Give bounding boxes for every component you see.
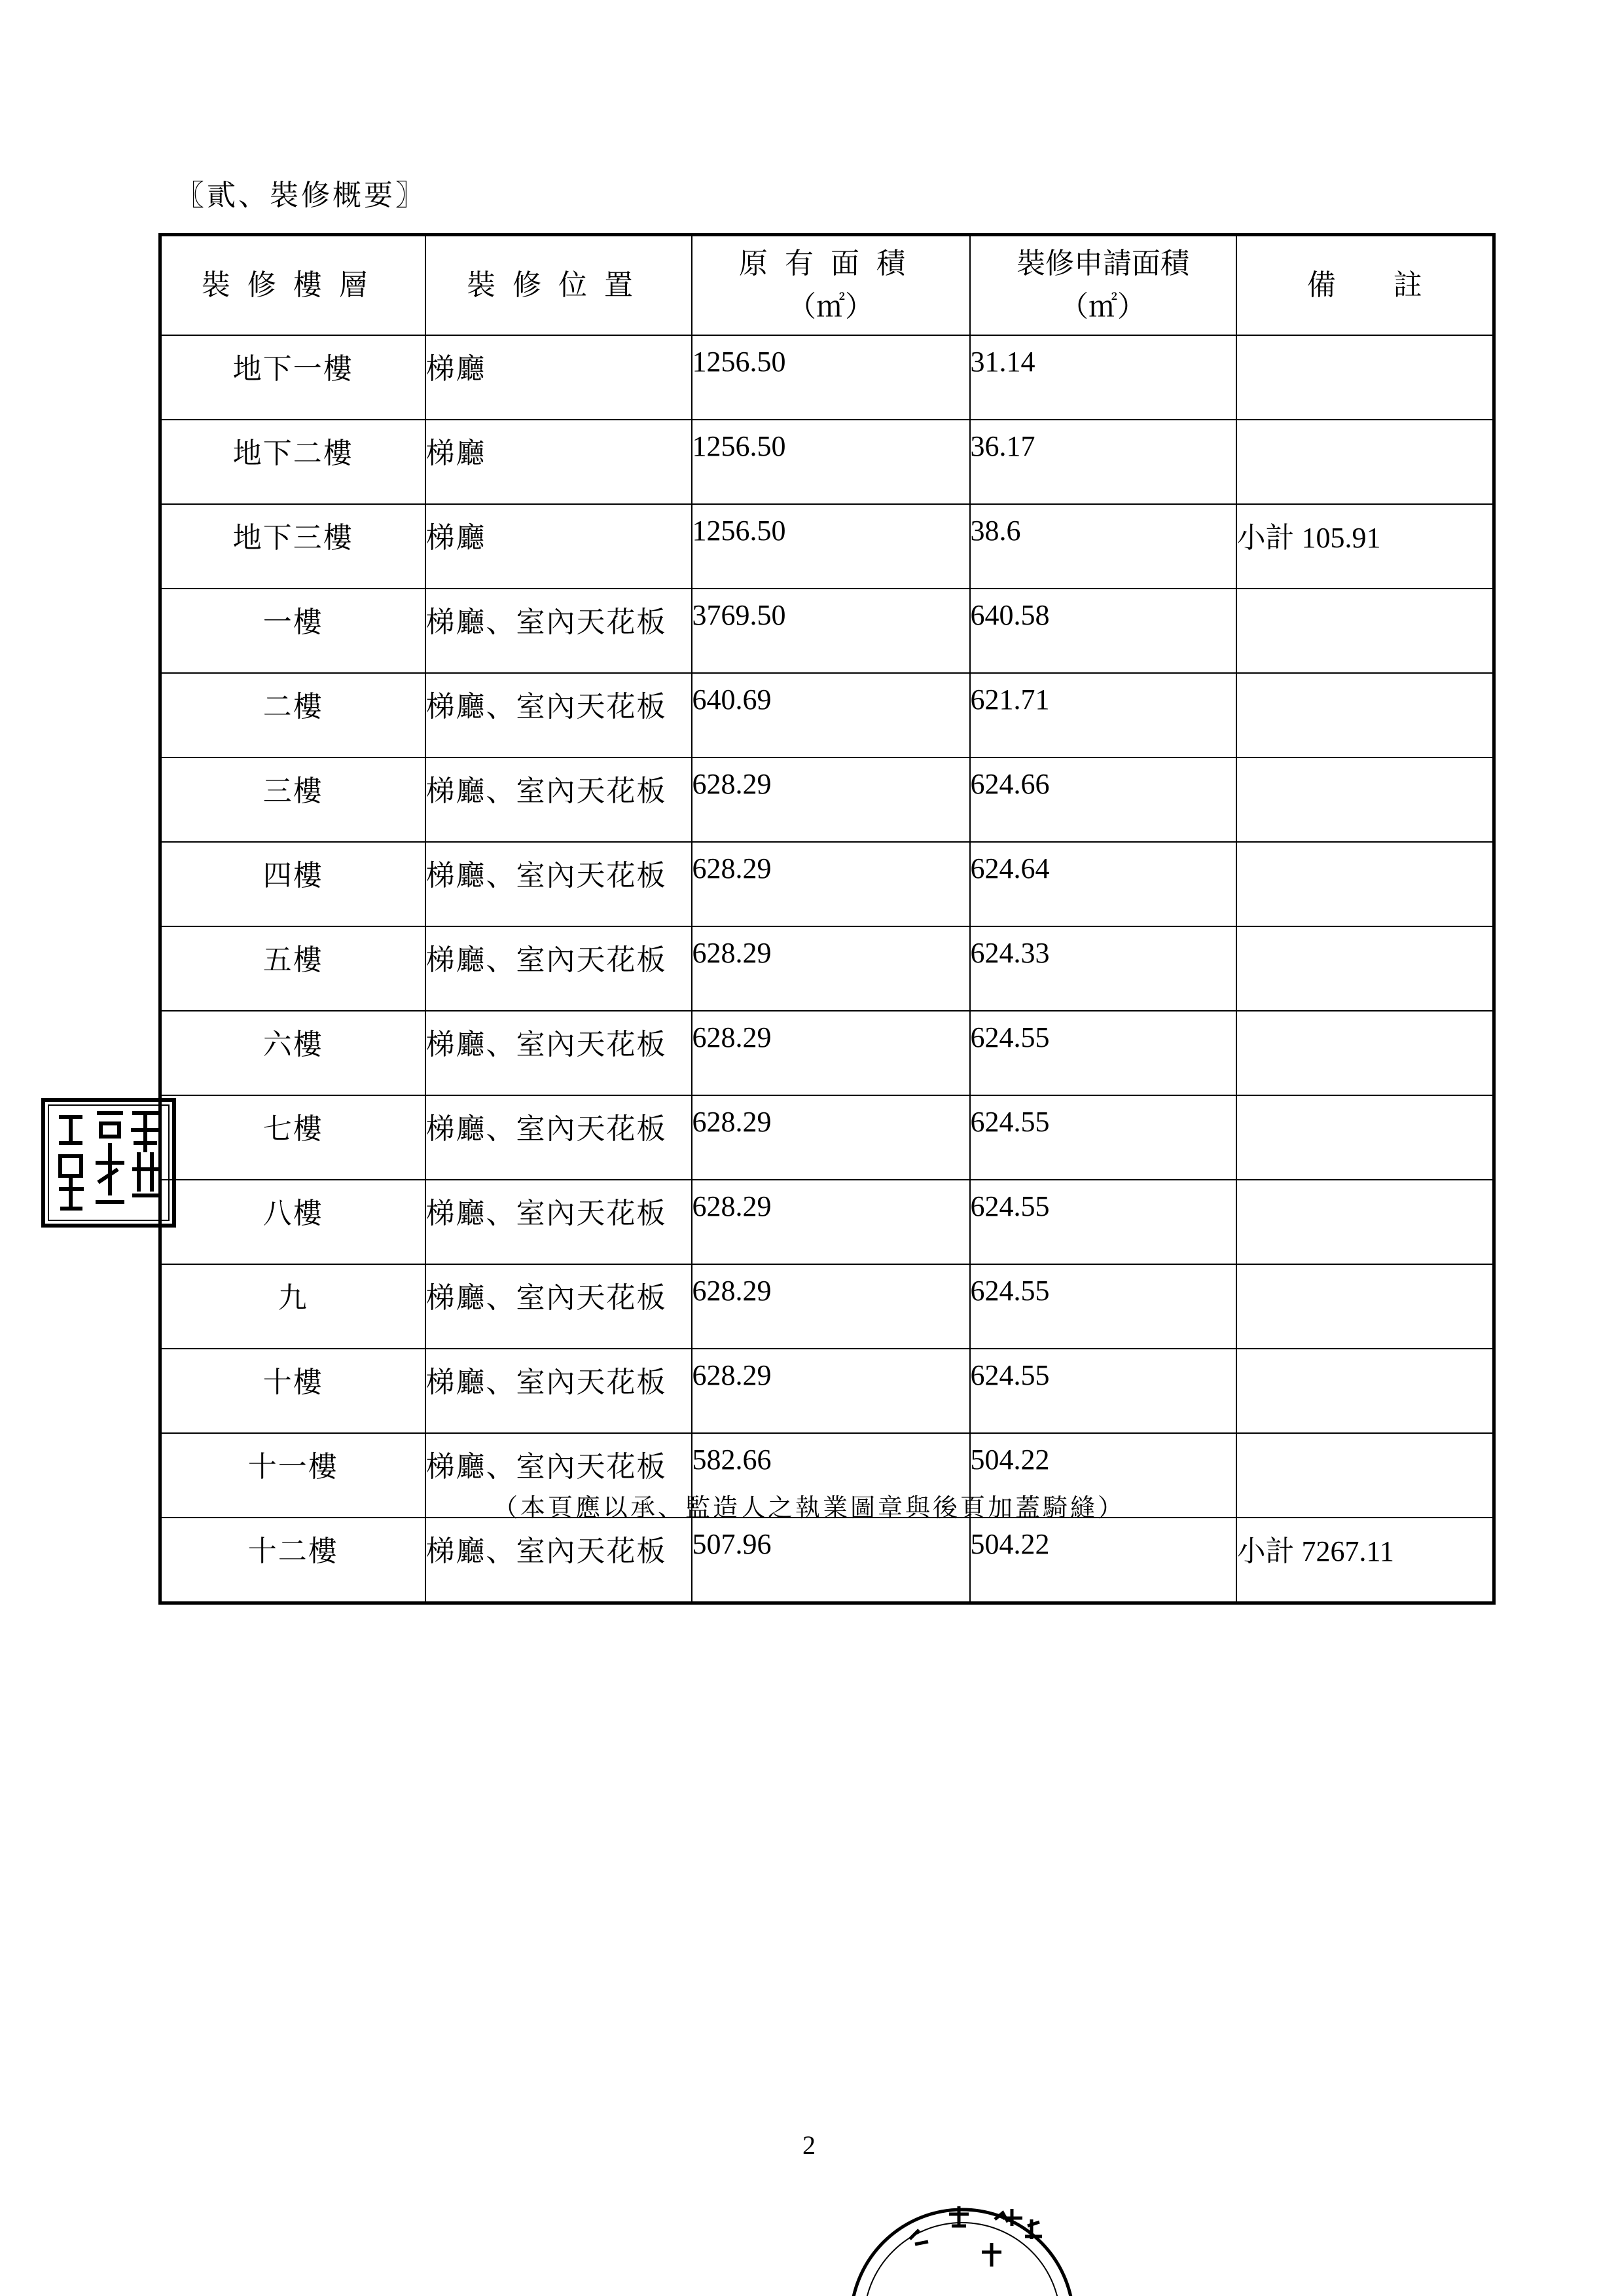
table-row bbox=[160, 1095, 1494, 1180]
header-applied-area-unit: （㎡） bbox=[1060, 290, 1146, 323]
applied-area-cell: 624.55 bbox=[970, 1264, 1236, 1349]
floor-cell: 十樓 bbox=[160, 1349, 425, 1433]
floor-cell: 四樓 bbox=[160, 842, 425, 926]
floor-cell: 地下二樓 bbox=[160, 420, 425, 504]
original-area-cell: 628.29 bbox=[692, 1264, 970, 1349]
location-cell: 梯廳、室內天花板 bbox=[425, 1095, 692, 1180]
table-row bbox=[160, 926, 1494, 1011]
remark-cell bbox=[1236, 1095, 1494, 1180]
table-row bbox=[160, 1264, 1494, 1349]
header-original-area-unit: （㎡） bbox=[787, 290, 874, 323]
location-cell: 梯廳、室內天花板 bbox=[425, 1011, 692, 1095]
remark-cell bbox=[1236, 842, 1494, 926]
remark-cell bbox=[1236, 673, 1494, 757]
city-seal-stamp bbox=[831, 2180, 1080, 2296]
table-row bbox=[160, 335, 1494, 420]
remark-cell bbox=[1236, 1349, 1494, 1433]
applied-area-cell: 624.55 bbox=[970, 1349, 1236, 1433]
section-title: 〖貳、裝修概要〗 bbox=[175, 179, 427, 212]
architect-seal-stamp bbox=[41, 1097, 177, 1228]
floor-cell: 五樓 bbox=[160, 926, 425, 1011]
original-area-cell: 628.29 bbox=[692, 926, 970, 1011]
remark-cell bbox=[1236, 1264, 1494, 1349]
table-row bbox=[160, 420, 1494, 504]
applied-area-cell: 624.64 bbox=[970, 842, 1236, 926]
table-row bbox=[160, 757, 1494, 842]
remark-cell bbox=[1236, 1180, 1494, 1264]
page-number: 2 bbox=[802, 2130, 816, 2160]
header-floor bbox=[160, 235, 425, 336]
header-location bbox=[425, 235, 692, 336]
applied-area-cell: 504.22 bbox=[970, 1518, 1236, 1603]
applied-area-cell: 621.71 bbox=[970, 673, 1236, 757]
applied-area-cell: 624.55 bbox=[970, 1180, 1236, 1264]
remark-cell bbox=[1236, 589, 1494, 673]
applied-area-cell: 640.58 bbox=[970, 589, 1236, 673]
header-remarks bbox=[1236, 235, 1494, 336]
header-original-area-label: 原有面積 bbox=[739, 247, 922, 280]
table-header-row bbox=[160, 235, 1494, 336]
location-cell: 梯廳、室內天花板 bbox=[425, 1264, 692, 1349]
applied-area-cell: 624.55 bbox=[970, 1011, 1236, 1095]
remark-cell bbox=[1236, 1011, 1494, 1095]
remark-cell bbox=[1236, 757, 1494, 842]
remark-cell bbox=[1236, 420, 1494, 504]
remark-cell bbox=[1236, 335, 1494, 420]
location-cell: 梯廳、室內天花板 bbox=[425, 842, 692, 926]
floor-cell: 七樓 bbox=[160, 1095, 425, 1180]
header-floor-label: 裝修樓層 bbox=[201, 268, 385, 302]
floor-cell: 八樓 bbox=[160, 1180, 425, 1264]
header-location-label: 裝修位置 bbox=[467, 268, 650, 302]
original-area-cell: 628.29 bbox=[692, 1180, 970, 1264]
remark-cell: 小計 7267.11 bbox=[1236, 1518, 1494, 1603]
original-area-cell: 640.69 bbox=[692, 673, 970, 757]
original-area-cell: 1256.50 bbox=[692, 420, 970, 504]
renovation-summary-table bbox=[158, 233, 1496, 1605]
original-area-cell: 628.29 bbox=[692, 1095, 970, 1180]
floor-cell: 十二樓 bbox=[160, 1518, 425, 1603]
original-area-cell: 1256.50 bbox=[692, 335, 970, 420]
floor-cell: 二樓 bbox=[160, 673, 425, 757]
applied-area-cell: 624.33 bbox=[970, 926, 1236, 1011]
table-row bbox=[160, 589, 1494, 673]
location-cell: 梯廳、室內天花板 bbox=[425, 589, 692, 673]
applied-area-cell: 624.66 bbox=[970, 757, 1236, 842]
original-area-cell: 628.29 bbox=[692, 1011, 970, 1095]
location-cell: 梯廳 bbox=[425, 420, 692, 504]
location-cell: 梯廳、室內天花板 bbox=[425, 1180, 692, 1264]
header-applied-area-label: 裝修申請面積 bbox=[1016, 247, 1189, 280]
floor-cell: 地下三樓 bbox=[160, 504, 425, 589]
location-cell: 梯廳、室內天花板 bbox=[425, 757, 692, 842]
table-row bbox=[160, 1518, 1494, 1603]
location-cell: 梯廳、室內天花板 bbox=[425, 1349, 692, 1433]
table-row bbox=[160, 842, 1494, 926]
floor-cell: 九 bbox=[160, 1264, 425, 1349]
original-area-cell: 507.96 bbox=[692, 1518, 970, 1603]
floor-cell: 一樓 bbox=[160, 589, 425, 673]
applied-area-cell: 38.6 bbox=[970, 504, 1236, 589]
original-area-cell: 628.29 bbox=[692, 842, 970, 926]
table-body bbox=[160, 335, 1494, 1603]
remark-cell bbox=[1236, 926, 1494, 1011]
header-remarks-label: 備 註 bbox=[1306, 268, 1422, 302]
location-cell: 梯廳、室內天花板 bbox=[425, 926, 692, 1011]
table-row bbox=[160, 504, 1494, 589]
floor-cell: 地下一樓 bbox=[160, 335, 425, 420]
location-cell: 梯廳 bbox=[425, 504, 692, 589]
applied-area-cell: 36.17 bbox=[970, 420, 1236, 504]
header-original-area bbox=[692, 235, 970, 336]
original-area-cell: 582.66 bbox=[692, 1433, 970, 1518]
applied-area-cell: 31.14 bbox=[970, 335, 1236, 420]
location-cell: 梯廳 bbox=[425, 335, 692, 420]
original-area-cell: 1256.50 bbox=[692, 504, 970, 589]
original-area-cell: 3769.50 bbox=[692, 589, 970, 673]
original-area-cell: 628.29 bbox=[692, 757, 970, 842]
floor-cell: 六樓 bbox=[160, 1011, 425, 1095]
table-row bbox=[160, 1180, 1494, 1264]
applied-area-cell: 624.55 bbox=[970, 1095, 1236, 1180]
floor-cell: 十一樓 bbox=[160, 1433, 425, 1518]
location-cell: 梯廳、室內天花板 bbox=[425, 673, 692, 757]
original-area-cell: 628.29 bbox=[692, 1349, 970, 1433]
table-row bbox=[160, 673, 1494, 757]
table-row bbox=[160, 1011, 1494, 1095]
footnote: （本頁應以承、監造人之執業圖章與後頁加蓋騎縫） bbox=[492, 1493, 1125, 1522]
remark-cell: 小計 105.91 bbox=[1236, 504, 1494, 589]
table-row bbox=[160, 1349, 1494, 1433]
header-applied-area bbox=[970, 235, 1236, 336]
location-cell: 梯廳、室內天花板 bbox=[425, 1518, 692, 1603]
applied-area-cell: 504.22 bbox=[970, 1433, 1236, 1518]
floor-cell: 三樓 bbox=[160, 757, 425, 842]
location-cell: 梯廳、室內天花板 bbox=[425, 1433, 692, 1518]
